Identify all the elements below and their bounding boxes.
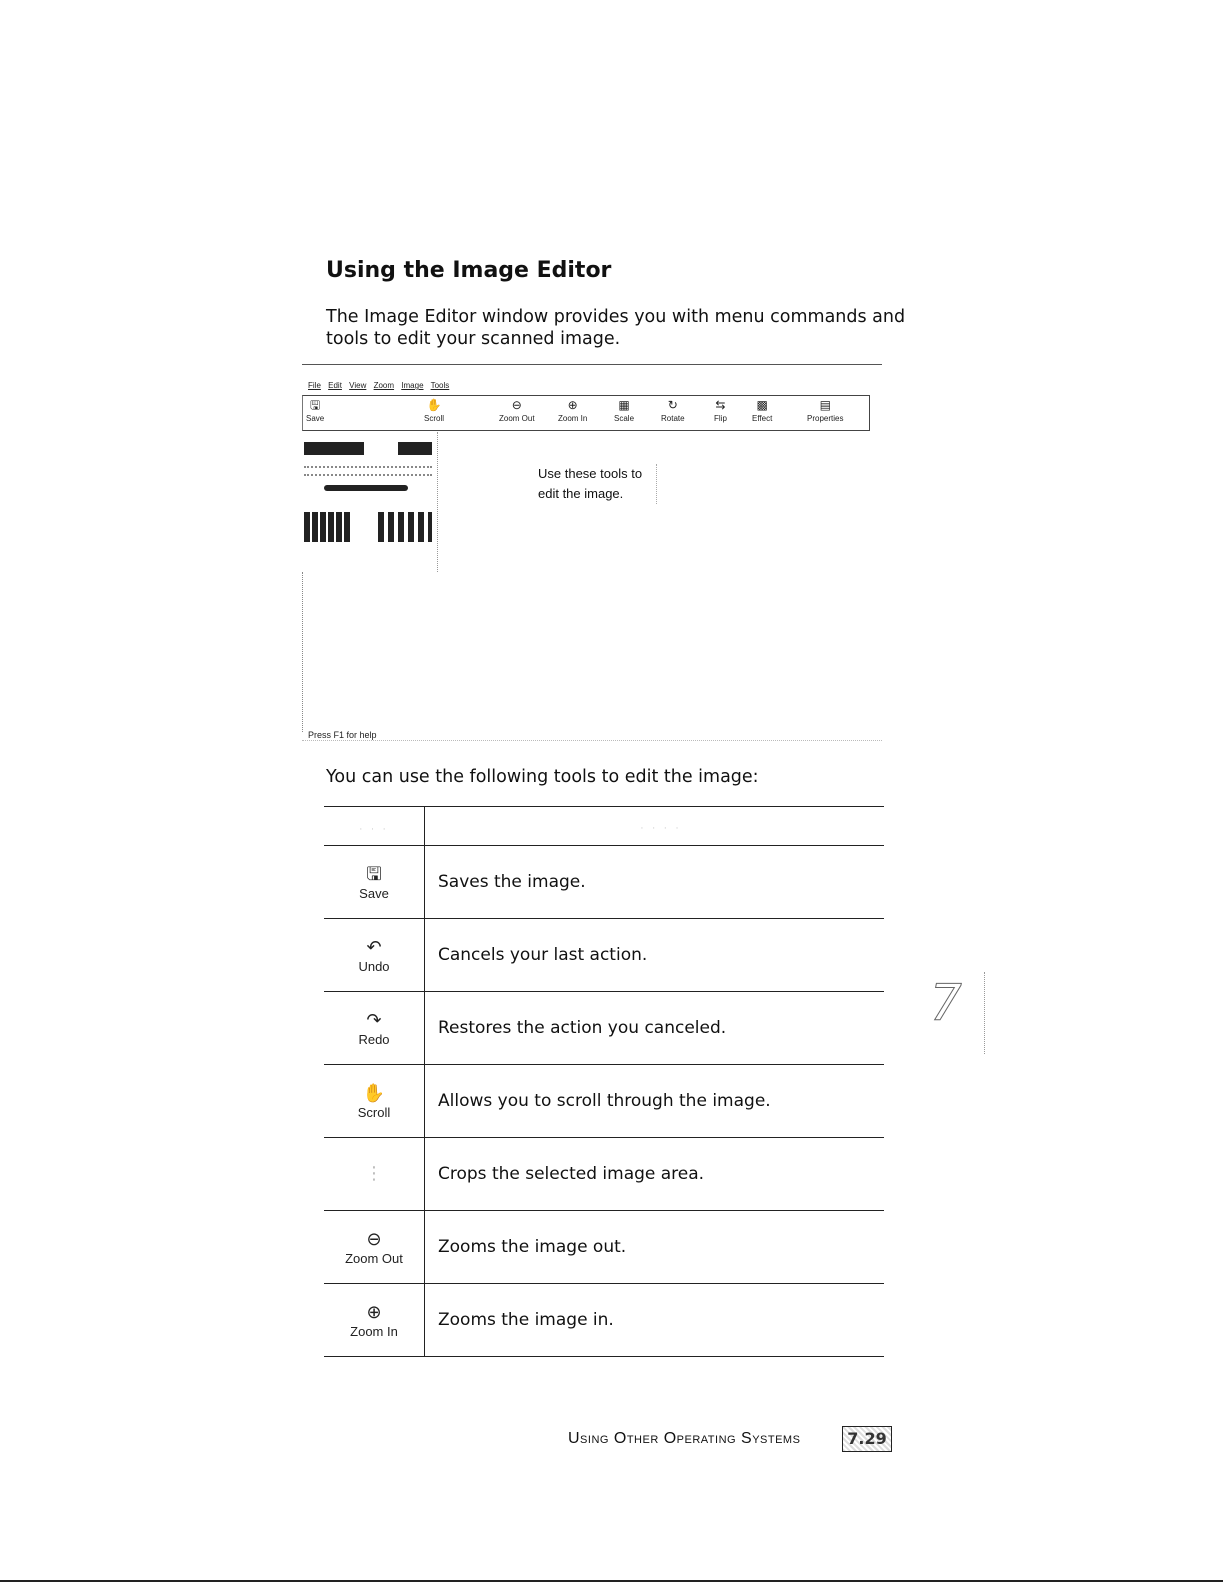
tool-description: Restores the action you canceled.: [425, 992, 885, 1065]
window-titlebar: [302, 364, 882, 375]
rotate-icon: ↻: [667, 398, 678, 412]
tool-label: Zoom Out: [345, 1250, 403, 1266]
menu-image: Image: [401, 381, 424, 390]
tool-icon-cell: [324, 992, 425, 1065]
menu-view: View: [349, 381, 367, 390]
page-number: 7.29: [842, 1426, 892, 1452]
tools-table: [324, 806, 884, 1357]
header-cell-icon: [324, 807, 425, 846]
toolbar-label: Rotate: [661, 414, 685, 423]
toolbar-label: Flip: [714, 414, 727, 423]
tool-icon-cell: [324, 1284, 425, 1357]
tool-label: Undo: [358, 958, 390, 974]
tool-icon-cell: [324, 1065, 425, 1138]
toolbar-label: Properties: [807, 414, 844, 423]
flip-icon: ⇆: [715, 398, 726, 412]
tool-description: Saves the image.: [425, 846, 885, 919]
toolbar-properties: [807, 397, 843, 423]
menu-zoom: Zoom: [373, 381, 395, 390]
redo-icon: ↷: [366, 1009, 382, 1031]
tool-icon-cell: [324, 1211, 425, 1284]
window-edge: [302, 572, 303, 732]
divider: [304, 474, 432, 476]
toolbar-flip: [714, 397, 727, 423]
thumbnail-image: [304, 434, 364, 460]
table-row: [324, 919, 884, 992]
tool-description: Crops the selected image area.: [425, 1138, 885, 1211]
tools-lead: You can use the following tools to edit the image:: [326, 767, 759, 787]
chapter-number: 7: [930, 974, 962, 1032]
toolbar-label: Scale: [614, 414, 635, 423]
status-bar: Press F1 for help: [308, 730, 377, 740]
table-row: [324, 992, 884, 1065]
tool-label: Zoom In: [350, 1323, 398, 1339]
toolbar-rotate: [661, 397, 685, 423]
thumbnail-bar: [324, 485, 408, 491]
tool-icon-cell: [324, 919, 425, 992]
scroll-icon: ✋: [426, 398, 442, 412]
properties-icon: ▤: [819, 398, 831, 412]
tool-description: Zooms the image in.: [425, 1284, 885, 1357]
header-cell-description: [425, 807, 885, 846]
zoom-out-icon: ⊖: [511, 398, 522, 412]
toolbar-label: Scroll: [424, 414, 445, 423]
table-row: [324, 846, 884, 919]
toolbar-effect: [752, 397, 772, 423]
image-editor-screenshot: [302, 364, 888, 752]
chapter-tab: [918, 972, 985, 1054]
toolbar-label: Save: [306, 414, 325, 423]
thumbnail-image: [374, 512, 432, 542]
callout-line: Use these tools to: [538, 466, 643, 481]
toolbar-label: Effect: [752, 414, 773, 423]
header-faded-text: · · ·: [359, 824, 389, 835]
editor-toolbar: [302, 395, 870, 431]
effect-icon: ▩: [756, 398, 768, 412]
tool-label: Scroll: [357, 1104, 391, 1120]
table-row: [324, 1065, 884, 1138]
tool-label: Save: [359, 885, 389, 901]
page-bottom-rule: [0, 1580, 1223, 1582]
toolbar-label: Zoom In: [558, 414, 588, 423]
thumbnail-image: [398, 434, 432, 460]
table-row: [324, 1138, 884, 1211]
table-row: [324, 1211, 884, 1284]
scale-icon: ▦: [618, 398, 630, 412]
callout-line: edit the image.: [538, 486, 624, 501]
divider: [302, 740, 882, 741]
tool-description: Zooms the image out.: [425, 1211, 885, 1284]
table-row: [324, 1284, 884, 1357]
crop-icon: ⋮: [365, 1163, 383, 1184]
tool-description: Allows you to scroll through the image.: [425, 1065, 885, 1138]
toolbar-label: Zoom Out: [499, 414, 535, 423]
tools-callout: [538, 464, 657, 504]
toolbar-zoom-out: [499, 397, 535, 423]
zoom-in-icon: ⊕: [567, 398, 578, 412]
tool-icon-cell: [324, 1138, 425, 1211]
menu-tools: Tools: [430, 381, 450, 390]
divider: [304, 466, 432, 468]
toolbar-scale: [614, 397, 634, 423]
intro-paragraph: The Image Editor window provides you with menu commands and tools to edit your scanned image.: [326, 307, 906, 349]
header-faded-text: · · · ·: [640, 824, 682, 834]
toolbar-save: [306, 397, 324, 423]
menu-file: File: [308, 381, 321, 390]
zoom-out-icon: ⊖: [366, 1228, 382, 1250]
tool-label: Redo: [358, 1031, 390, 1047]
save-icon: 🖫: [366, 863, 382, 885]
tool-icon-cell: [324, 846, 425, 919]
thumbnail-pane: [302, 432, 438, 572]
undo-icon: ↶: [366, 936, 382, 958]
table-header-row: [324, 807, 884, 846]
menu-bar: [308, 381, 454, 393]
menu-edit: Edit: [328, 381, 342, 390]
section-heading: Using the Image Editor: [326, 258, 612, 283]
tool-description: Cancels your last action.: [425, 919, 885, 992]
save-icon: 🖫: [310, 398, 321, 412]
toolbar-scroll: [424, 397, 444, 423]
zoom-in-icon: ⊕: [366, 1301, 382, 1323]
footer-chapter-title: Using Other Operating Systems: [568, 1430, 801, 1447]
scroll-icon: ✋: [362, 1082, 386, 1104]
toolbar-zoom-in: [558, 397, 587, 423]
thumbnail-image: [304, 512, 350, 542]
